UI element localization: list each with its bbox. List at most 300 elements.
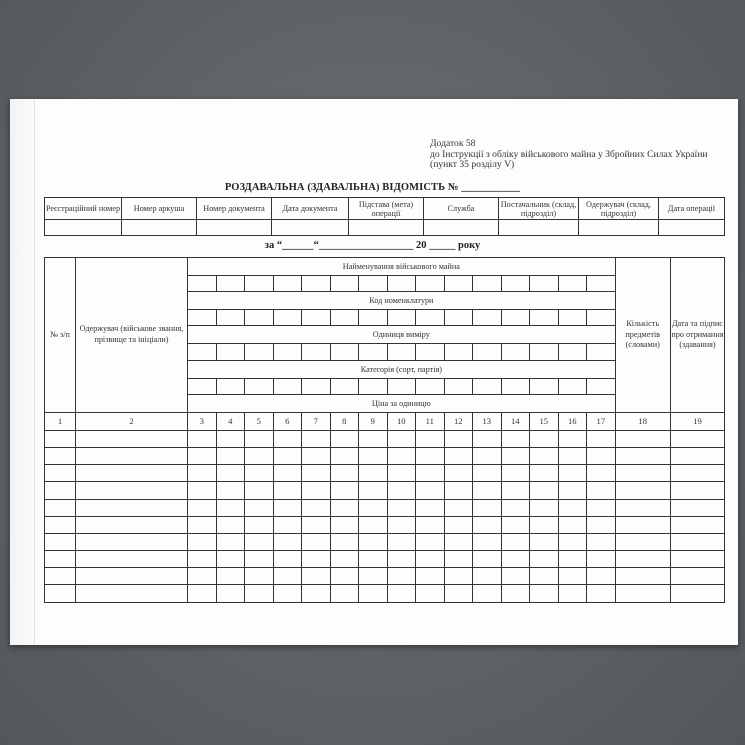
data-cell[interactable] — [670, 568, 725, 585]
data-cell[interactable] — [216, 585, 245, 602]
data-cell[interactable] — [45, 430, 76, 447]
appendix-note — [430, 139, 708, 171]
data-cell[interactable] — [330, 482, 359, 499]
data-cell[interactable] — [530, 482, 559, 499]
header-label-8: Одержувач (склад, підрозділ) — [579, 198, 659, 220]
category-cell-9[interactable] — [359, 378, 388, 394]
nomenclature-code-cell-10[interactable] — [387, 310, 416, 326]
nomenclature-code-cell-3[interactable] — [188, 310, 217, 326]
data-cell[interactable] — [76, 447, 188, 464]
property-name-cell-7[interactable] — [302, 276, 331, 292]
data-cell[interactable] — [473, 533, 502, 550]
data-cell[interactable] — [216, 482, 245, 499]
data-cell[interactable] — [76, 568, 188, 585]
unit-cell-16[interactable] — [558, 344, 587, 360]
nomenclature-code-cell-15[interactable] — [530, 310, 559, 326]
property-name-cell-11[interactable] — [416, 276, 445, 292]
data-cell[interactable] — [444, 585, 473, 602]
data-cell[interactable] — [558, 482, 587, 499]
data-cell[interactable] — [444, 430, 473, 447]
data-cell[interactable] — [670, 551, 725, 568]
data-cell[interactable] — [359, 465, 388, 482]
appendix-line-2: до Інструкції з обліку військового майна у Збройних Силах України — [430, 148, 708, 160]
data-cell[interactable] — [76, 430, 188, 447]
data-cell[interactable] — [670, 516, 725, 533]
nomenclature-code-cell-4[interactable] — [216, 310, 245, 326]
property-name-cell-3[interactable] — [188, 276, 217, 292]
data-cell[interactable] — [615, 585, 670, 602]
data-cell[interactable] — [501, 482, 530, 499]
data-cell[interactable] — [216, 533, 245, 550]
data-cell[interactable] — [444, 447, 473, 464]
header-label-3: Номер документа — [197, 198, 272, 220]
data-cell[interactable] — [416, 482, 445, 499]
data-cell[interactable] — [587, 568, 616, 585]
header-input-cell-4[interactable] — [272, 220, 349, 236]
data-cell[interactable] — [302, 465, 331, 482]
property-name-label: Найменування військового майна — [188, 258, 616, 276]
data-cell[interactable] — [444, 551, 473, 568]
data-cell[interactable] — [387, 447, 416, 464]
data-cell[interactable] — [359, 447, 388, 464]
property-name-cell-5[interactable] — [245, 276, 274, 292]
data-cell[interactable] — [615, 568, 670, 585]
table-row — [45, 585, 725, 602]
property-name-cell-6[interactable] — [273, 276, 302, 292]
data-cell[interactable] — [188, 430, 217, 447]
data-cell[interactable] — [76, 533, 188, 550]
data-cell[interactable] — [76, 482, 188, 499]
data-cell[interactable] — [76, 499, 188, 516]
data-cell[interactable] — [245, 482, 274, 499]
unit-cell-15[interactable] — [530, 344, 559, 360]
data-cell[interactable] — [245, 516, 274, 533]
data-cell[interactable] — [76, 585, 188, 602]
data-cell[interactable] — [245, 465, 274, 482]
data-cell[interactable] — [444, 499, 473, 516]
column-number-1: 1 — [45, 412, 76, 430]
data-cell[interactable] — [76, 551, 188, 568]
data-cell[interactable] — [558, 499, 587, 516]
data-cell[interactable] — [273, 430, 302, 447]
nomenclature-code-cell-6[interactable] — [273, 310, 302, 326]
data-cell[interactable] — [359, 551, 388, 568]
data-cell[interactable] — [45, 516, 76, 533]
data-cell[interactable] — [273, 516, 302, 533]
data-cell[interactable] — [387, 551, 416, 568]
header-label-2: Номер аркуша — [122, 198, 197, 220]
data-cell[interactable] — [416, 499, 445, 516]
data-cell[interactable] — [615, 465, 670, 482]
data-cell[interactable] — [302, 585, 331, 602]
data-cell[interactable] — [302, 499, 331, 516]
table-row — [45, 551, 725, 568]
data-cell[interactable] — [273, 585, 302, 602]
column-number-12: 12 — [444, 412, 473, 430]
data-cell[interactable] — [473, 568, 502, 585]
data-cell[interactable] — [670, 585, 725, 602]
property-name-cell-17[interactable] — [587, 276, 616, 292]
data-cell[interactable] — [501, 568, 530, 585]
category-cell-10[interactable] — [387, 378, 416, 394]
data-cell[interactable] — [387, 430, 416, 447]
data-cell[interactable] — [558, 585, 587, 602]
data-cell[interactable] — [530, 447, 559, 464]
data-cell[interactable] — [245, 499, 274, 516]
data-cell[interactable] — [188, 585, 217, 602]
table-row — [45, 430, 725, 447]
data-cell[interactable] — [330, 430, 359, 447]
header-input-cell-3[interactable] — [197, 220, 272, 236]
data-cell[interactable] — [188, 516, 217, 533]
column-number-6: 6 — [273, 412, 302, 430]
data-cell[interactable] — [501, 585, 530, 602]
data-cell[interactable] — [330, 551, 359, 568]
data-cell[interactable] — [501, 533, 530, 550]
data-cell[interactable] — [473, 499, 502, 516]
data-cell[interactable] — [670, 533, 725, 550]
data-cell[interactable] — [330, 568, 359, 585]
data-cell[interactable] — [302, 516, 331, 533]
data-cell[interactable] — [558, 447, 587, 464]
data-cell[interactable] — [245, 585, 274, 602]
data-cell[interactable] — [76, 465, 188, 482]
data-cell[interactable] — [416, 430, 445, 447]
data-cell[interactable] — [245, 447, 274, 464]
data-cell[interactable] — [387, 585, 416, 602]
data-cell[interactable] — [273, 533, 302, 550]
data-cell[interactable] — [416, 533, 445, 550]
column-number-17: 17 — [587, 412, 616, 430]
nomenclature-code-cell-11[interactable] — [416, 310, 445, 326]
data-cell[interactable] — [359, 533, 388, 550]
col1-label: № з/п — [45, 258, 76, 413]
data-cell[interactable] — [387, 516, 416, 533]
data-cell[interactable] — [188, 551, 217, 568]
data-cell[interactable] — [387, 568, 416, 585]
nomenclature-code-cell-12[interactable] — [444, 310, 473, 326]
data-cell[interactable] — [302, 430, 331, 447]
property-name-cell-13[interactable] — [473, 276, 502, 292]
unit-cell-7[interactable] — [302, 344, 331, 360]
header-label-4: Дата документа — [272, 198, 349, 220]
category-cell-15[interactable] — [530, 378, 559, 394]
data-cell[interactable] — [473, 551, 502, 568]
table-row — [45, 568, 725, 585]
appendix-line-1: Додаток 58 — [430, 138, 476, 149]
data-cell[interactable] — [473, 585, 502, 602]
data-cell[interactable] — [216, 465, 245, 482]
data-cell[interactable] — [615, 516, 670, 533]
col2-label: Одержувач (військове звання, прізвище та ініціали) — [76, 258, 188, 413]
data-cell[interactable] — [558, 430, 587, 447]
column-number-16: 16 — [558, 412, 587, 430]
data-cell[interactable] — [530, 585, 559, 602]
unit-cell-12[interactable] — [444, 344, 473, 360]
data-cell[interactable] — [615, 447, 670, 464]
property-name-cell-14[interactable] — [501, 276, 530, 292]
data-cell[interactable] — [530, 551, 559, 568]
data-cell[interactable] — [45, 568, 76, 585]
data-cell[interactable] — [587, 533, 616, 550]
category-cell-4[interactable] — [216, 378, 245, 394]
data-cell[interactable] — [45, 465, 76, 482]
category-cell-16[interactable] — [558, 378, 587, 394]
nomenclature-code-cell-7[interactable] — [302, 310, 331, 326]
data-cell[interactable] — [501, 499, 530, 516]
data-cell[interactable] — [330, 447, 359, 464]
nomenclature-code-cell-5[interactable] — [245, 310, 274, 326]
data-cell[interactable] — [558, 465, 587, 482]
category-cell-6[interactable] — [273, 378, 302, 394]
table-row — [45, 499, 725, 516]
data-cell[interactable] — [387, 499, 416, 516]
data-cell[interactable] — [416, 568, 445, 585]
data-cell[interactable] — [359, 568, 388, 585]
data-cell[interactable] — [444, 516, 473, 533]
data-cell[interactable] — [359, 482, 388, 499]
data-cell[interactable] — [670, 482, 725, 499]
header-label-row — [45, 198, 725, 220]
nomenclature-code-cell-8[interactable] — [330, 310, 359, 326]
unit-cell-13[interactable] — [473, 344, 502, 360]
data-cell[interactable] — [188, 465, 217, 482]
data-cell[interactable] — [359, 585, 388, 602]
column-number-3: 3 — [188, 412, 217, 430]
data-cell[interactable] — [273, 482, 302, 499]
data-cell[interactable] — [245, 533, 274, 550]
header-input-cell-6[interactable] — [424, 220, 499, 236]
data-cell[interactable] — [615, 551, 670, 568]
data-cell[interactable] — [473, 447, 502, 464]
nomenclature-code-cell-17[interactable] — [587, 310, 616, 326]
nomenclature-code-cell-9[interactable] — [359, 310, 388, 326]
data-cell[interactable] — [188, 533, 217, 550]
data-cell[interactable] — [587, 551, 616, 568]
data-cell[interactable] — [216, 568, 245, 585]
data-cell[interactable] — [45, 585, 76, 602]
nomenclature-code-cell-13[interactable] — [473, 310, 502, 326]
data-cell[interactable] — [188, 482, 217, 499]
data-cell[interactable] — [558, 551, 587, 568]
data-cell[interactable] — [558, 516, 587, 533]
header-input-cell-9[interactable] — [659, 220, 725, 236]
category-cell-14[interactable] — [501, 378, 530, 394]
data-cell[interactable] — [615, 499, 670, 516]
data-cell[interactable] — [302, 447, 331, 464]
data-cell[interactable] — [387, 482, 416, 499]
header-input-cell-7[interactable] — [499, 220, 579, 236]
data-cell[interactable] — [444, 482, 473, 499]
data-cell[interactable] — [587, 499, 616, 516]
data-cell[interactable] — [416, 465, 445, 482]
data-cell[interactable] — [530, 516, 559, 533]
data-cell[interactable] — [530, 568, 559, 585]
data-cell[interactable] — [188, 499, 217, 516]
data-cell[interactable] — [558, 568, 587, 585]
data-cell[interactable] — [359, 516, 388, 533]
data-cell[interactable] — [615, 482, 670, 499]
property-name-cell-15[interactable] — [530, 276, 559, 292]
data-cell[interactable] — [416, 516, 445, 533]
unit-cell-6[interactable] — [273, 344, 302, 360]
column-number-11: 11 — [416, 412, 445, 430]
appendix-line-3: (пункт 35 розділу V) — [430, 159, 515, 170]
data-cell[interactable] — [245, 430, 274, 447]
data-cell[interactable] — [302, 551, 331, 568]
category-cell-12[interactable] — [444, 378, 473, 394]
category-cell-5[interactable] — [245, 378, 274, 394]
data-cell[interactable] — [587, 516, 616, 533]
property-name-cell-16[interactable] — [558, 276, 587, 292]
data-cell[interactable] — [444, 465, 473, 482]
data-cell[interactable] — [587, 465, 616, 482]
data-cell[interactable] — [416, 447, 445, 464]
data-cell[interactable] — [45, 447, 76, 464]
table-row — [45, 447, 725, 464]
category-cell-13[interactable] — [473, 378, 502, 394]
col19-label: Дата та підпис про отримання (здавання) — [670, 258, 725, 413]
data-cell[interactable] — [444, 533, 473, 550]
header-input-cell-8[interactable] — [579, 220, 659, 236]
unit-cell-8[interactable] — [330, 344, 359, 360]
data-cell[interactable] — [670, 430, 725, 447]
main-table — [44, 257, 725, 603]
unit-cell-4[interactable] — [216, 344, 245, 360]
data-cell[interactable] — [45, 551, 76, 568]
table-row — [45, 533, 725, 550]
data-cell[interactable] — [330, 465, 359, 482]
data-cell[interactable] — [216, 430, 245, 447]
data-cell[interactable] — [245, 568, 274, 585]
data-cell[interactable] — [45, 533, 76, 550]
data-cell[interactable] — [387, 465, 416, 482]
data-cell[interactable] — [273, 499, 302, 516]
column-number-4: 4 — [216, 412, 245, 430]
data-cell[interactable] — [302, 568, 331, 585]
data-cell[interactable] — [501, 551, 530, 568]
unit-cell-10[interactable] — [387, 344, 416, 360]
data-cell[interactable] — [558, 533, 587, 550]
binding-strip — [10, 99, 35, 645]
data-cell[interactable] — [444, 568, 473, 585]
data-cell[interactable] — [501, 447, 530, 464]
nomenclature-code-cell-16[interactable] — [558, 310, 587, 326]
property-name-cell-4[interactable] — [216, 276, 245, 292]
header-input-row — [45, 220, 725, 236]
data-cell[interactable] — [416, 585, 445, 602]
data-cell[interactable] — [76, 516, 188, 533]
data-cell[interactable] — [245, 551, 274, 568]
data-cell[interactable] — [530, 465, 559, 482]
data-cell[interactable] — [501, 465, 530, 482]
category-label: Категорія (сорт, партія) — [188, 360, 616, 378]
property-name-cell-8[interactable] — [330, 276, 359, 292]
data-cell[interactable] — [387, 533, 416, 550]
data-cell[interactable] — [330, 499, 359, 516]
column-number-7: 7 — [302, 412, 331, 430]
data-cell[interactable] — [501, 430, 530, 447]
data-cell[interactable] — [473, 465, 502, 482]
data-cell[interactable] — [330, 533, 359, 550]
category-cell-7[interactable] — [302, 378, 331, 394]
data-cell[interactable] — [587, 482, 616, 499]
data-cell[interactable] — [45, 499, 76, 516]
unit-cell-17[interactable] — [587, 344, 616, 360]
column-number-15: 15 — [530, 412, 559, 430]
data-cell[interactable] — [587, 585, 616, 602]
data-cell[interactable] — [615, 430, 670, 447]
data-cell[interactable] — [302, 482, 331, 499]
data-cell[interactable] — [273, 465, 302, 482]
data-cell[interactable] — [670, 447, 725, 464]
data-cell[interactable] — [473, 516, 502, 533]
data-cell[interactable] — [216, 447, 245, 464]
header-input-cell-2[interactable] — [122, 220, 197, 236]
data-cell[interactable] — [273, 551, 302, 568]
data-cell[interactable] — [330, 516, 359, 533]
unit-cell-5[interactable] — [245, 344, 274, 360]
column-number-9: 9 — [359, 412, 388, 430]
property-name-cell-12[interactable] — [444, 276, 473, 292]
data-cell[interactable] — [216, 551, 245, 568]
data-cell[interactable] — [473, 482, 502, 499]
data-cell[interactable] — [273, 447, 302, 464]
data-cell[interactable] — [670, 465, 725, 482]
data-cell[interactable] — [473, 430, 502, 447]
data-cell[interactable] — [501, 516, 530, 533]
category-cell-8[interactable] — [330, 378, 359, 394]
data-cell[interactable] — [587, 430, 616, 447]
table-row — [45, 516, 725, 533]
data-cell[interactable] — [359, 499, 388, 516]
data-cell[interactable] — [530, 430, 559, 447]
column-number-5: 5 — [245, 412, 274, 430]
header-input-cell-1[interactable] — [45, 220, 122, 236]
data-cell[interactable] — [359, 430, 388, 447]
header-input-cell-5[interactable] — [349, 220, 424, 236]
data-cell[interactable] — [330, 585, 359, 602]
data-cell[interactable] — [587, 447, 616, 464]
column-number-18: 18 — [615, 412, 670, 430]
data-cell[interactable] — [530, 499, 559, 516]
unit-cell-9[interactable] — [359, 344, 388, 360]
nomenclature-code-label: Код номенклатури — [188, 292, 616, 310]
data-cell[interactable] — [670, 499, 725, 516]
property-name-cell-10[interactable] — [387, 276, 416, 292]
data-cell[interactable] — [216, 516, 245, 533]
data-cell[interactable] — [615, 533, 670, 550]
data-cell[interactable] — [45, 482, 76, 499]
column-number-8: 8 — [330, 412, 359, 430]
property-name-cell-9[interactable] — [359, 276, 388, 292]
table-row — [45, 482, 725, 499]
data-cell[interactable] — [188, 447, 217, 464]
data-cell[interactable] — [188, 568, 217, 585]
nomenclature-code-cell-14[interactable] — [501, 310, 530, 326]
unit-cell-3[interactable] — [188, 344, 217, 360]
data-cell[interactable] — [416, 551, 445, 568]
data-cell[interactable] — [273, 568, 302, 585]
category-cell-11[interactable] — [416, 378, 445, 394]
data-cell[interactable] — [216, 499, 245, 516]
unit-cell-11[interactable] — [416, 344, 445, 360]
category-cell-3[interactable] — [188, 378, 217, 394]
unit-cell-14[interactable] — [501, 344, 530, 360]
data-cell[interactable] — [530, 533, 559, 550]
category-cell-17[interactable] — [587, 378, 616, 394]
data-cell[interactable] — [302, 533, 331, 550]
